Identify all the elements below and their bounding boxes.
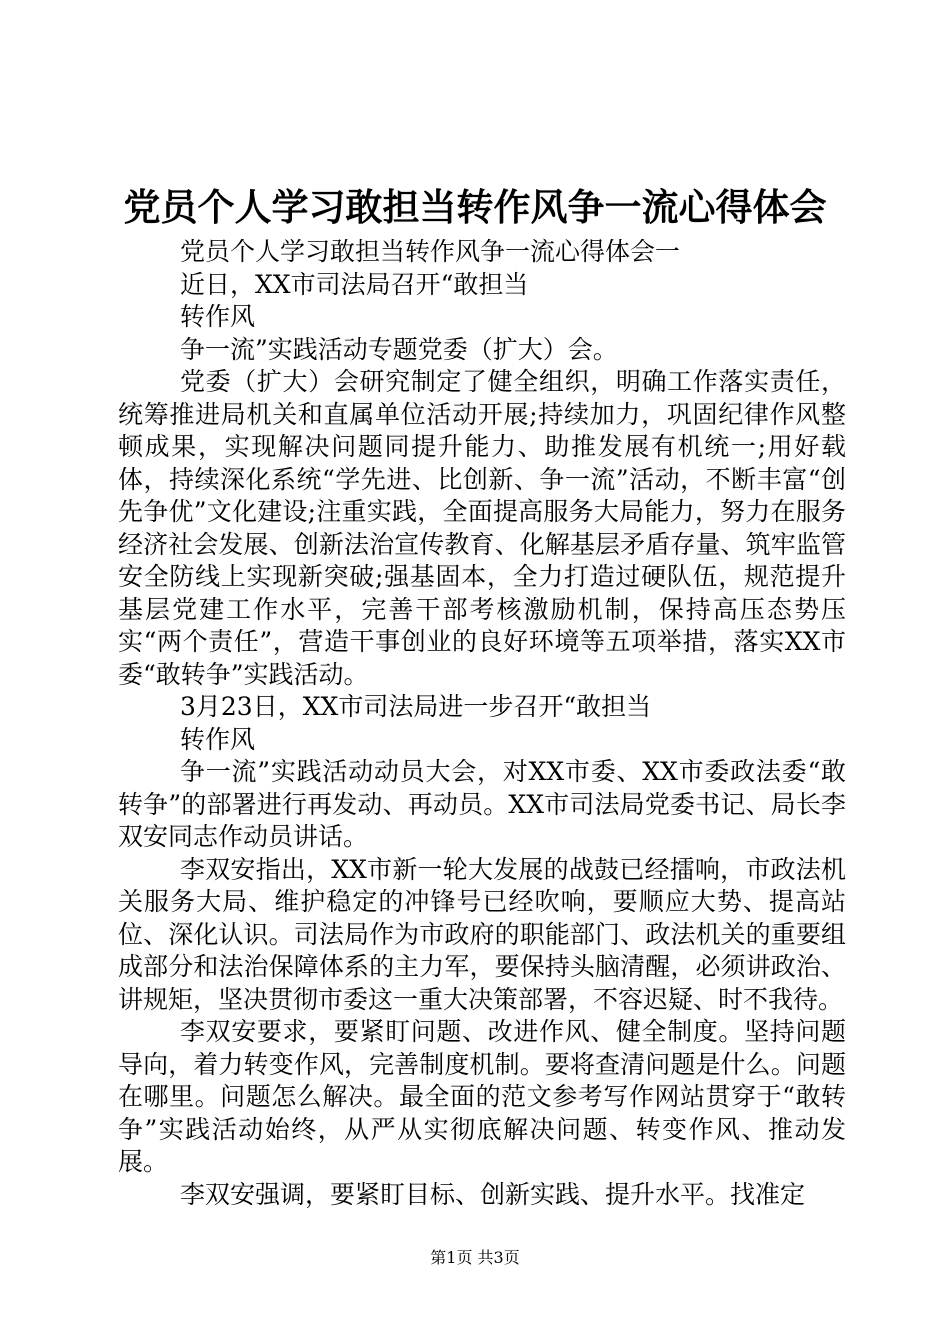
paragraph: 李双安指出，XX市新一轮大发展的战鼓已经擂响，市政法机关服务大局、维护稳定的冲锋号已经吹响，要顺应大势、提高站位、深化认识。司法局作为市政府的职能部门、政法机关的重要组成部分和法治保障体系的主力军，要保持头脑清醒，必须讲政治、讲规矩，坚决贯彻市委这一重大决策部署，不容迟疑、时不我待。 xyxy=(118,854,846,1014)
paragraph: 李双安强调，要紧盯目标、创新实践、提升水平。找准定 xyxy=(180,1179,806,1209)
paragraph: 3月23日，XX市司法局进一步召开“敢担当 xyxy=(180,692,652,721)
paragraph: 党委（扩大）会研究制定了健全组织，明确工作落实责任，统筹推进局机关和直属单位活动开展;持续加力，巩固纪律作风整顿成果，实现解决问题同提升能力、助推发展有机统一;用好载体，持续深化系统“学先进、比创新、争一流”活动，不断丰富“创先争优”文化建设;注重实践，全面提高服务大局能力，努力在服务经济社会发展、创新法治宣传教育、化解基层矛盾存量、筑牢监管安全防线上实现新突破;强基固本，全力打造过硬队伍，规范提升基层党建工作水平，完善干部考核激励机制，保持高压态势压实“两个责任”，营造干事创业的良好环境等五项举措，落实XX市委“敢转争”实践活动。 xyxy=(118,367,846,689)
document-body xyxy=(118,236,846,1211)
paragraph: 近日，XX市司法局召开“敢担当 xyxy=(180,269,529,299)
paragraph: 党员个人学习敢担当转作风争一流心得体会一 xyxy=(180,237,681,266)
document-title: 党员个人学习敢担当转作风争一流心得体会 xyxy=(123,185,827,229)
paragraph: 争一流”实践活动动员大会，对XX市委、XX市委政法委“敢转争”的部署进行再发动、再动员。XX市司法局党委书记、局长李双安同志作动员讲话。 xyxy=(118,757,846,851)
paragraph: 李双安要求，要紧盯问题、改进作风、健全制度。坚持问题导向，着力转变作风，完善制度机制。要将查清问题是什么。问题在哪里。问题怎么解决。最全面的范文参考写作网站贯穿于“敢转争”实践活动始终，从严从实彻底解决问题、转变作风、推动发展。 xyxy=(118,1017,846,1176)
paragraph: 转作风 xyxy=(180,724,256,754)
paragraph: 转作风 xyxy=(180,302,256,331)
paragraph: 争一流”实践活动专题党委（扩大）会。 xyxy=(180,334,618,364)
page-footer: 第1页 共3页 xyxy=(430,1248,520,1267)
